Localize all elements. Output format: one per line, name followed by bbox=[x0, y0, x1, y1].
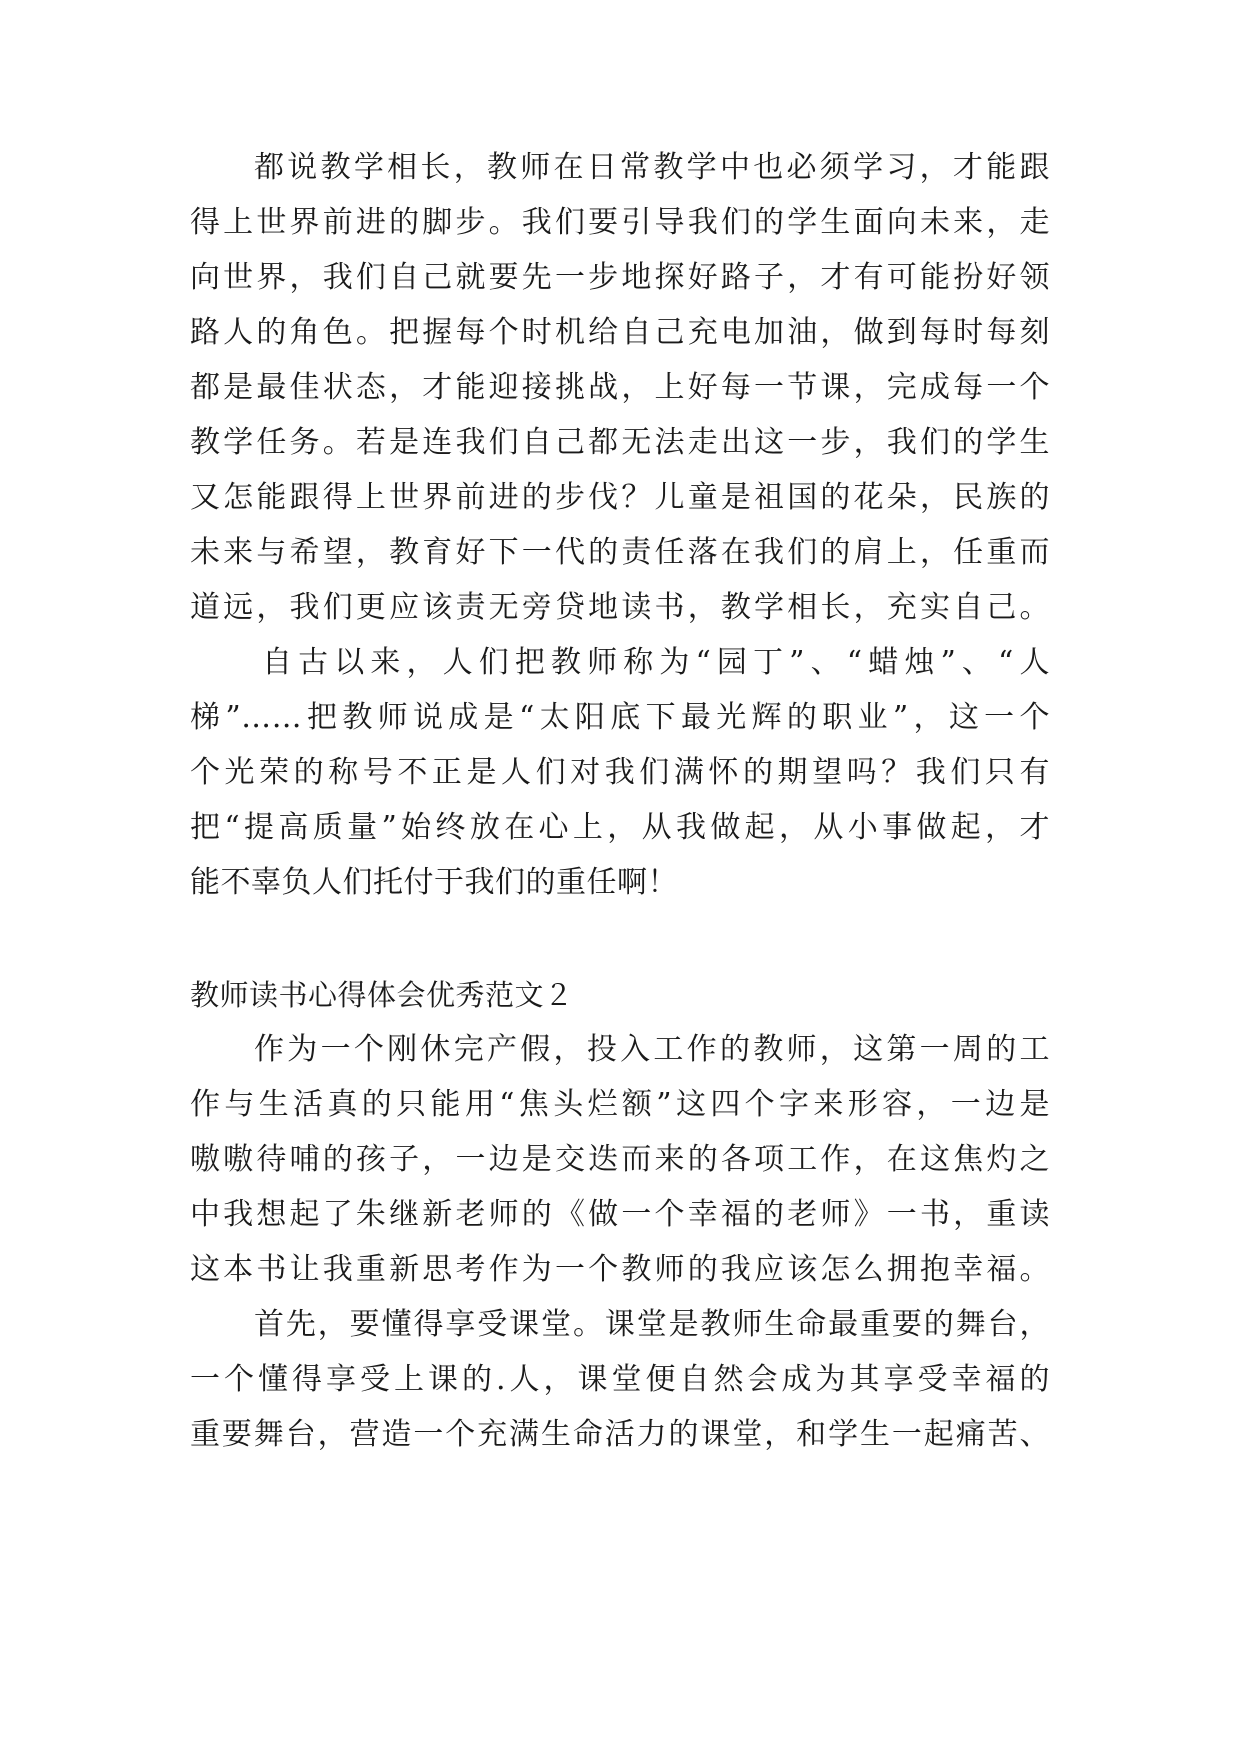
paragraph-4-line-3: 重要舞台，营造一个充满生命活力的课堂，和学生一起痛苦、 bbox=[190, 1417, 1050, 1452]
paragraph-1-line-1: 都说教学相长，教师在日常教学中也必须学习，才能跟 bbox=[254, 150, 1050, 185]
paragraph-4-line-2: 一个懂得享受上课的.人，课堂便自然会成为其享受幸福的 bbox=[190, 1362, 1050, 1397]
paragraph-2-line-1: 自古以来，人们把教师称为“园丁”、“蜡烛”、“人 bbox=[262, 645, 1050, 680]
paragraph-1-line-9: 道远，我们更应该责无旁贷地读书，教学相长，充实自己。 bbox=[190, 590, 1050, 625]
section-heading: 教师读书心得体会优秀范文２ bbox=[190, 978, 574, 1012]
paragraph-3-line-4: 中我想起了朱继新老师的《做一个幸福的老师》一书，重读 bbox=[190, 1197, 1050, 1232]
paragraph-2-line-2: 梯”……把教师说成是“太阳底下最光辉的职业”，这一个 bbox=[190, 700, 1050, 735]
paragraph-1-line-4: 路人的角色。把握每个时机给自己充电加油，做到每时每刻 bbox=[190, 315, 1050, 350]
paragraph-1-line-2: 得上世界前进的脚步。我们要引导我们的学生面向未来，走 bbox=[190, 205, 1050, 240]
paragraph-1-line-5: 都是最佳状态，才能迎接挑战，上好每一节课，完成每一个 bbox=[190, 370, 1050, 405]
paragraph-3-line-2: 作与生活真的只能用“焦头烂额”这四个字来形容，一边是 bbox=[190, 1087, 1050, 1122]
paragraph-1-line-8: 未来与希望，教育好下一代的责任落在我们的肩上，任重而 bbox=[190, 535, 1050, 570]
paragraph-4-line-1: 首先，要懂得享受课堂。课堂是教师生命最重要的舞台， bbox=[254, 1307, 1050, 1342]
paragraph-2-line-5: 能不辜负人们托付于我们的重任啊！ bbox=[190, 865, 678, 900]
paragraph-1-line-6: 教学任务。若是连我们自己都无法走出这一步，我们的学生 bbox=[190, 425, 1050, 460]
paragraph-3-line-3: 嗷嗷待哺的孩子，一边是交迭而来的各项工作，在这焦灼之 bbox=[190, 1142, 1050, 1177]
paragraph-1-line-7: 又怎能跟得上世界前进的步伐？儿童是祖国的花朵，民族的 bbox=[190, 480, 1050, 515]
paragraph-1-line-3: 向世界，我们自己就要先一步地探好路子，才有可能扮好领 bbox=[190, 260, 1050, 295]
paragraph-3-line-1: 作为一个刚休完产假，投入工作的教师，这第一周的工 bbox=[254, 1032, 1050, 1067]
paragraph-3-line-5: 这本书让我重新思考作为一个教师的我应该怎么拥抱幸福。 bbox=[190, 1252, 1050, 1287]
paragraph-2-line-4: 把“提高质量”始终放在心上，从我做起，从小事做起，才 bbox=[190, 810, 1050, 845]
paragraph-2-line-3: 个光荣的称号不正是人们对我们满怀的期望吗？我们只有 bbox=[190, 755, 1050, 790]
